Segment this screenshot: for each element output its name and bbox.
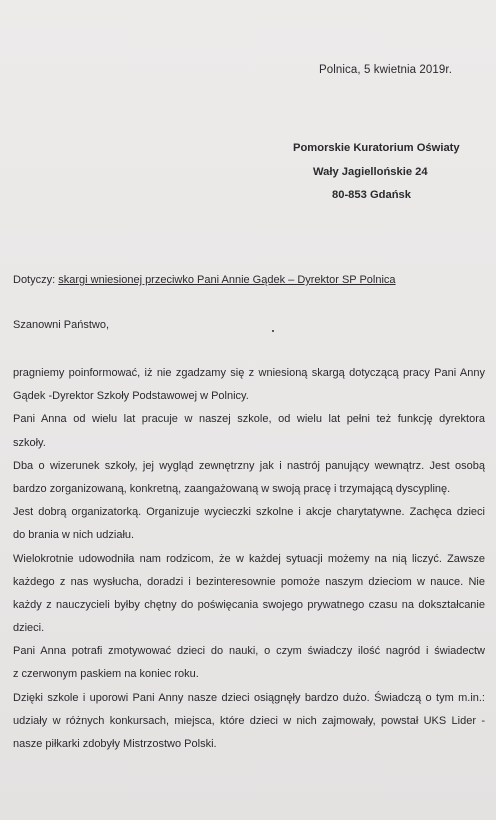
subject-label: Dotyczy: (13, 274, 56, 286)
subject-text: skargi wniesionej przeciwko Pani Annie Gądek – Dyrektor SP Polnica (58, 274, 396, 286)
body-line: każdy z nauczycieli byłby chętny do poświęcania swojego prywatnego czasu na dokształcanie (13, 598, 485, 611)
body-line: Jest dobrą organizatorką. Organizuje wycieczki szkolne i akcje charytatywne. Zachęca dzieci (13, 506, 485, 519)
body-line: każdego z nas wysłucha, doradzi i bezinteresownie pomoże naszym dzieciom w nauce. Nie (13, 575, 485, 588)
subject-line (13, 274, 396, 286)
body-line: Pani Anna potrafi zmotywować dzieci do nauki, o czym świadczy ilość nagród i świadectw (13, 645, 485, 658)
body-line: udziały w różnych konkursach, miejsca, które dzieci w nich zajmowały, powstał UKS Lider - (13, 714, 485, 727)
letter-body (13, 362, 485, 756)
ink-dot (272, 330, 274, 332)
body-line: pragniemy poinformować, iż nie zgadzamy się z wniesioną skargą dotyczącą pracy Pani Anny (13, 367, 485, 379)
body-line: Wielokrotnie udowodniła nam rodzicom, że w każdej sytuacji możemy na nią liczyć. Zawsze (13, 552, 485, 565)
recipient-postal-city: 80-853 Gdańsk (332, 189, 411, 201)
body-line: Gądek -Dyrektor Szkoły Podstawowej w Polnicy. (13, 390, 249, 403)
body-line: nasze piłkarki zdobyły Mistrzostwo Polski. (13, 738, 217, 750)
body-line: do brania w nich udziału. (13, 529, 135, 542)
body-line: Dzięki szkole i uporowi Pani Anny nasze dzieci osiągnęły bardzo dużo. Świadczą o tym m.in.: (13, 691, 485, 704)
recipient-street: Wały Jagiellońskie 24 (313, 166, 428, 178)
body-line: Dba o wizerunek szkoły, jej wygląd zewnętrzny jak i nastrój panujący wewnątrz. Jest osobą (13, 459, 485, 472)
body-line: szkoły. (13, 436, 46, 449)
body-line: bardzo zorganizowaną, konkretną, zaangażowaną w swoją pracę i trzymającą dyscyplinę. (13, 482, 451, 495)
body-line: Pani Anna od wielu lat pracuje w naszej szkole, od wielu lat pełni też funkcję dyrektora (13, 413, 485, 426)
place-date: Polnica, 5 kwietnia 2019r. (318, 64, 452, 76)
salutation: Szanowni Państwo, (13, 319, 109, 331)
body-line: dzieci. (13, 622, 45, 635)
recipient-name: Pomorskie Kuratorium Oświaty (293, 142, 460, 154)
body-line: z czerwonym paskiem na koniec roku. (13, 668, 199, 681)
